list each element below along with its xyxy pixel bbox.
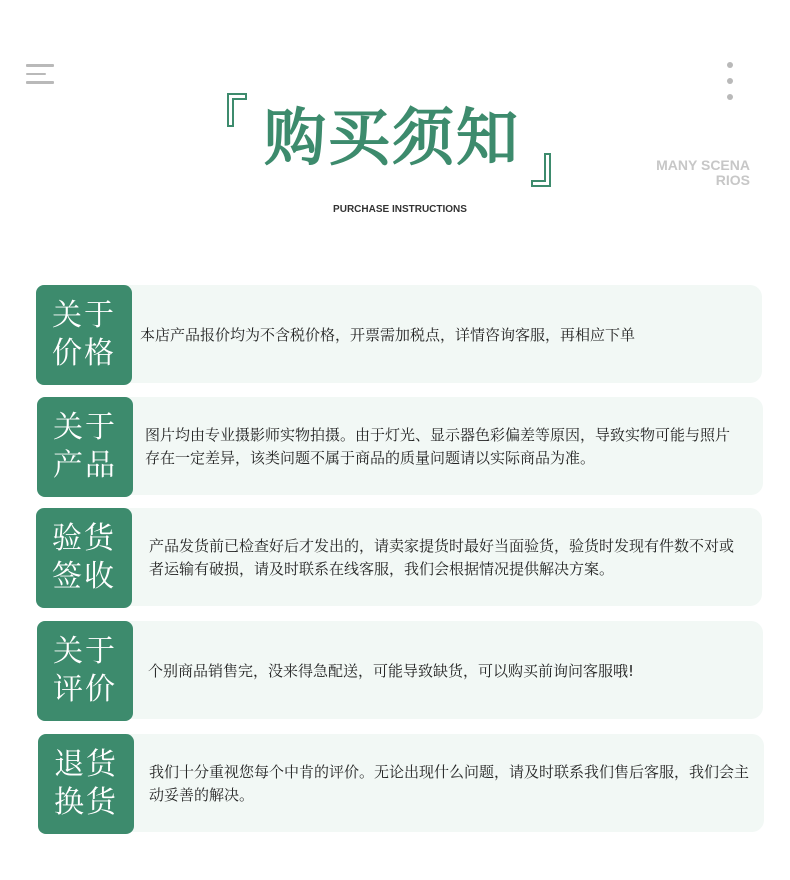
badge-product [37,397,133,497]
menu-icon[interactable] [26,64,54,84]
info-card-product [37,397,763,495]
right-bracket-icon [530,152,552,188]
info-text: 产品发货前已检查好后才发出的，请卖家提货时最好当面验货，验货时发现有件数不对或者运输有破损，请及时联系在线客服，我们会根据情况提供解决方案。 [149,537,735,578]
badge-line1: 关于 [52,298,116,333]
info-text: 个别商品销售完，没来得急配送，可能导致缺货，可以购买前询问客服哦! [148,661,635,680]
badge-review [37,621,133,721]
badge-line2: 产品 [53,448,117,483]
badge-line1: 关于 [53,634,117,669]
badge-line1: 退货 [54,747,118,782]
badge-line1: 验货 [52,521,116,556]
info-card-return [38,734,764,832]
left-bracket-icon [226,92,248,128]
badge-return [38,734,134,834]
page-title: 购买须知 [264,101,521,174]
info-text: 我们十分重视您每个中肯的评价。无论出现什么问题，请及时联系我们售后客服，我们会主动妥善的解决。 [149,763,750,804]
badge-inspection [36,508,132,608]
info-card-inspection [36,508,762,606]
more-options-icon[interactable] [727,62,735,102]
badge-line2: 评价 [53,672,117,707]
badge-line1: 关于 [53,410,117,445]
info-card-review [37,621,763,719]
side-caption [640,158,750,188]
badge-line2: 价格 [52,336,116,371]
badge-line2: 换货 [54,785,118,820]
info-card-price [36,285,762,383]
page-subtitle: PURCHASE INSTRUCTIONS [333,204,467,215]
badge-line2: 签收 [52,559,116,594]
side-caption-line1: MANY SCENA [656,157,750,173]
info-text: 本店产品报价均为不含税价格，开票需加税点，详情咨询客服，再相应下单 [140,325,636,344]
side-caption-line2: RIOS [715,172,750,188]
badge-price [36,285,132,385]
info-text: 图片均由专业摄影师实物拍摄。由于灯光、显示器色彩偏差等原因，导致实物可能与照片存在一定差异，该类问题不属于商品的质量问题请以实际商品为准。 [145,426,731,467]
